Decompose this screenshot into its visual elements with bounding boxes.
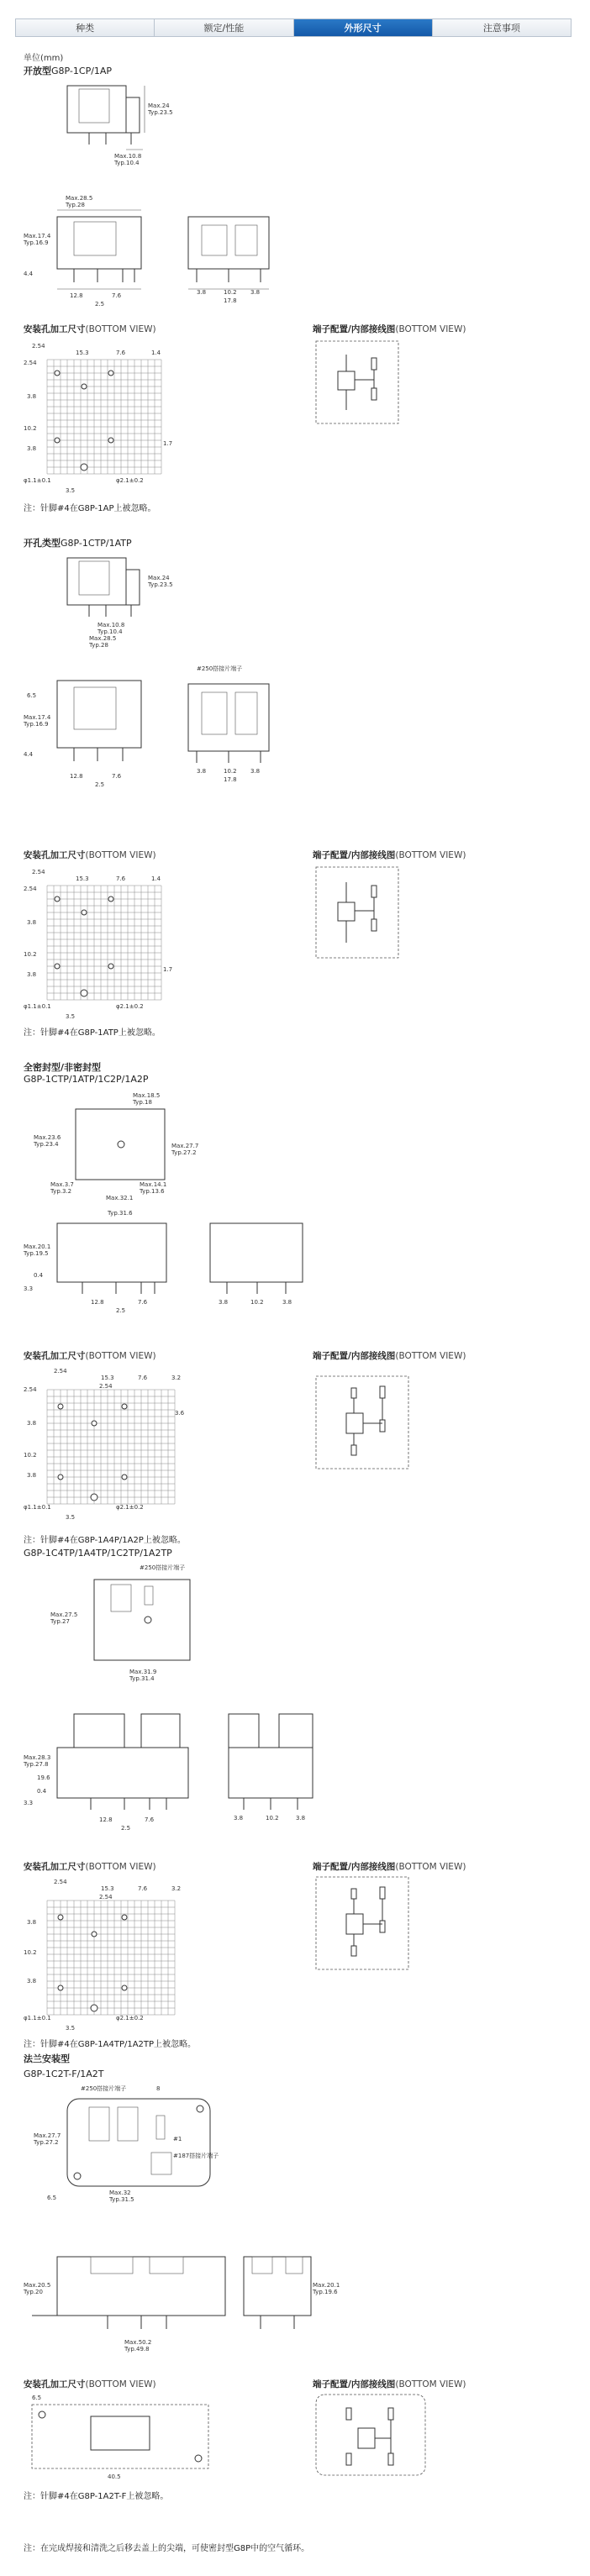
dim-65: 6.5 (47, 2195, 57, 2201)
dim-128: 12.8 (99, 1816, 113, 1823)
terminal-title (313, 323, 466, 335)
dim-max283: Max.28.3 (24, 1754, 51, 1761)
grid-lines (47, 886, 161, 1000)
dim-76: 7.6 (112, 773, 122, 780)
dim-max141: Max.14.1 (140, 1181, 167, 1188)
dim-typ315: Typ.31.5 (109, 2196, 134, 2203)
dim-44: 4.4 (24, 751, 34, 758)
dim-35: 3.5 (66, 1514, 76, 1521)
dim-hole1: φ1.1±0.1 (24, 1504, 51, 1511)
dim-102: 10.2 (224, 289, 237, 296)
dim-hole1: φ1.1±0.1 (24, 1003, 51, 1010)
tab-precautions[interactable]: 注意事项 (433, 19, 571, 36)
bottom-view-label: (BOTTOM VIEW) (85, 1862, 156, 1872)
terminal-diagram-4 (313, 1874, 414, 1974)
dim-38b: 3.8 (27, 1978, 37, 1985)
mount-hole (81, 464, 87, 471)
dim-max201: Max.20.1 (24, 1243, 51, 1250)
mount-hole (58, 1915, 63, 1920)
dim-102b: 10.2 (24, 425, 37, 432)
dim-254: 2.54 (54, 1879, 67, 1885)
dim-hole1: φ1.1±0.1 (24, 2015, 51, 2021)
mount-hole (55, 964, 60, 969)
section-1-heading (24, 64, 112, 77)
mount-hole-title-2 (24, 849, 156, 861)
dim-max24: Max.24 (148, 575, 170, 581)
dim-102: 10.2 (24, 1452, 37, 1459)
mount-hole (122, 1985, 127, 1990)
bottom-view-label: (BOTTOM VIEW) (395, 2379, 466, 2389)
side-view-drawing-2 (50, 549, 176, 650)
dim-254: 2.54 (32, 869, 45, 875)
dim-153: 15.3 (101, 1375, 114, 1381)
terminal-diagram-3 (313, 1364, 414, 1474)
dim-typ196: Typ.19.6 (313, 2289, 338, 2295)
dim-typ314: Typ.31.4 (129, 1675, 155, 1682)
dim-76: 7.6 (138, 1375, 148, 1381)
bottom-view-label: (BOTTOM VIEW) (85, 2379, 156, 2389)
dim-typ195: Typ.19.5 (24, 1250, 49, 1257)
dim-typ28: Typ.28 (89, 642, 108, 649)
dim-25: 2.5 (121, 1825, 131, 1832)
terminal-title-5 (313, 2378, 466, 2390)
dim-8: 8 (156, 2085, 161, 2092)
end-view-drawing-3 (202, 1223, 319, 1316)
dim-17: 1.7 (163, 966, 173, 973)
dim-typ316: Typ.31.6 (108, 1210, 133, 1217)
terminal-label: 端子配置/内部接线图 (313, 324, 396, 334)
mount-hole (58, 1404, 63, 1409)
grid-lines (47, 360, 161, 474)
dim-254b: 2.54 (99, 1894, 113, 1900)
dim-typ169: Typ.16.9 (24, 239, 49, 246)
section-5-model: G8P-1C2T-F/1A2T (24, 2069, 104, 2079)
dim-max321: Max.32.1 (106, 1195, 134, 1201)
dim-76: 7.6 (138, 1885, 148, 1892)
mount-hole (108, 438, 113, 443)
dim-max236: Max.23.6 (34, 1134, 61, 1141)
mount-hole (108, 896, 113, 902)
dim-typ272: Typ.27.2 (34, 2139, 59, 2146)
dim-38b: 3.8 (296, 1815, 306, 1822)
dim-153: 15.3 (101, 1885, 114, 1892)
dim-14: 1.4 (151, 875, 161, 882)
mount-hole-title (24, 323, 156, 335)
dim-max108: Max.10.8 (97, 622, 125, 628)
dim-hole2: φ2.1±0.2 (116, 477, 144, 484)
dim-max502: Max.50.2 (124, 2339, 152, 2346)
dim-128: 12.8 (91, 1299, 104, 1306)
mount-hole (108, 371, 113, 376)
top-view-drawing-3 (34, 1089, 202, 1207)
tab-types[interactable]: 种类 (16, 19, 155, 36)
mount-hole-grid-1 (24, 336, 192, 496)
dim-max319: Max.31.9 (129, 1669, 157, 1675)
terminal-diagram-2 (313, 864, 405, 965)
dim-32: 3.2 (171, 1375, 182, 1381)
mount-hole (108, 964, 113, 969)
dim-38: 3.8 (197, 768, 207, 775)
top-view-drawing-5 (34, 2082, 235, 2208)
dim-102: 10.2 (250, 1299, 264, 1306)
bottom-view-label: (BOTTOM VIEW) (85, 850, 156, 860)
mount-hole (55, 371, 60, 376)
dim-38b: 3.8 (250, 768, 261, 775)
dim-25: 2.5 (95, 781, 105, 788)
dim-38d: 3.8 (27, 445, 37, 452)
dim-hole1: φ1.1±0.1 (24, 477, 51, 484)
dim-38c: 3.8 (27, 393, 37, 400)
dim-max32: Max.32 (109, 2190, 131, 2196)
mount-hole-label: 安装孔加工尺寸 (24, 1351, 86, 1361)
mount-hole-grid-3 (24, 1363, 192, 1522)
dim-254b: 2.54 (99, 1383, 113, 1390)
dim-25: 2.5 (95, 301, 105, 308)
dim-max285: Max.28.5 (89, 635, 117, 642)
dim-hole2: φ2.1±0.2 (116, 2015, 144, 2021)
dim-typ20: Typ.20 (24, 2289, 43, 2295)
mount-hole-label: 安装孔加工尺寸 (24, 2379, 86, 2389)
dim-102: 10.2 (24, 1949, 37, 1956)
dim-quick-terminal: #250搭接片端子 (197, 665, 243, 672)
section-3-title: 全密封型/非密封型 (24, 1062, 102, 1073)
terminal-diagram-1 (313, 338, 405, 430)
dim-max108: Max.10.8 (114, 153, 142, 160)
mount-hole-grid-2 (24, 862, 192, 1022)
mount-hole (122, 1915, 127, 1920)
front-view-drawing (24, 192, 175, 309)
terminal-diagram-5 (313, 2391, 430, 2484)
dim-quick-terminal: #250搭接片端子 (81, 2085, 127, 2092)
terminal-label: 端子配置/内部接线图 (313, 1351, 396, 1361)
dim-typ28: Typ.28 (66, 202, 85, 208)
dim-38b: 3.8 (27, 1472, 37, 1479)
end-view-drawing (176, 205, 303, 309)
mount-hole (92, 1421, 97, 1426)
dim-38b: 3.8 (27, 971, 37, 978)
dim-254c: 2.54 (24, 1386, 37, 1393)
mount-hole (91, 1494, 97, 1501)
dim-254b: 2.54 (24, 886, 37, 892)
dim-04: 0.4 (37, 1788, 47, 1795)
mount-hole (55, 896, 60, 902)
dim-153: 15.3 (76, 875, 89, 882)
section-model: G8P-1CTP/1ATP (61, 538, 132, 549)
dim-33: 3.3 (24, 1285, 34, 1292)
dim-153: 15.3 (76, 350, 89, 356)
final-note: 注：在完成焊接和清洗之后移去盖上的尖端，可使密封型G8P中的空气循环。 (24, 2544, 310, 2553)
mount-hole (58, 1985, 63, 1990)
section-1-note: 注：针脚#4在G8P-1AP上被忽略。 (24, 504, 156, 513)
dim-38b: 3.8 (250, 289, 261, 296)
mount-hole (58, 1475, 63, 1480)
dim-typ278: Typ.27.8 (24, 1761, 49, 1768)
side-view-drawing (50, 77, 176, 178)
dim-32: 3.2 (171, 1885, 182, 1892)
dim-max275: Max.27.5 (50, 1611, 78, 1618)
section-title: 开放型 (24, 66, 51, 76)
dim-38: 3.8 (219, 1299, 229, 1306)
unit-label: 单位(mm) (24, 54, 64, 63)
dim-254: 2.54 (32, 343, 45, 350)
mount-hole (122, 1404, 127, 1409)
dim-typ136: Typ.13.6 (140, 1188, 165, 1195)
dim-178: 17.8 (224, 776, 237, 783)
mount-hole (55, 438, 60, 443)
dim-44: 4.4 (24, 271, 34, 277)
dim-38: 3.8 (197, 289, 207, 296)
dim-typ32: Typ.3.2 (50, 1188, 72, 1195)
bottom-view-label: (BOTTOM VIEW) (395, 850, 466, 860)
dim-102: 10.2 (266, 1815, 279, 1822)
dim-max24: Max.24 (148, 103, 170, 109)
dim-102: 10.2 (224, 768, 237, 775)
dim-pin1: #1 (173, 2136, 182, 2142)
end-view-drawing-4 (220, 1706, 329, 1823)
dim-65: 6.5 (32, 2395, 42, 2401)
section-3-model: G8P-1CTP/1ATP/1C2P/1A2P (24, 1074, 149, 1085)
bottom-view-label: (BOTTOM VIEW) (395, 1862, 466, 1872)
dim-128: 12.8 (70, 292, 83, 299)
end-view-drawing-2 (176, 662, 311, 788)
terminal-title-4 (313, 1860, 466, 1873)
dim-76: 7.6 (116, 875, 126, 882)
dim-196: 19.6 (37, 1774, 50, 1781)
dim-254: 2.54 (54, 1368, 67, 1375)
terminal-title-2 (313, 849, 466, 861)
tab-ratings[interactable]: 额定/性能 (155, 19, 293, 36)
section-5-title: 法兰安装型 (24, 2053, 70, 2064)
dim-max205: Max.20.5 (24, 2282, 51, 2289)
front-view-drawing-2 (24, 664, 175, 790)
dim-quick-terminal-2: #187搭接片端子 (173, 2153, 219, 2159)
terminal-label: 端子配置/内部接线图 (313, 1862, 396, 1872)
dim-max277: Max.27.7 (171, 1143, 199, 1149)
dim-hole2: φ2.1±0.2 (116, 1504, 144, 1511)
dim-76: 7.6 (145, 1816, 155, 1823)
dim-04: 0.4 (34, 1272, 44, 1279)
section-3-note: 注：针脚#4在G8P-1A4P/1A2P上被忽略。 (24, 1536, 186, 1545)
terminal-label: 端子配置/内部接线图 (313, 2379, 396, 2389)
dim-35: 3.5 (66, 2025, 76, 2032)
dim-128: 12.8 (70, 773, 83, 780)
mount-hole (91, 2005, 97, 2011)
dim-35: 3.5 (66, 487, 76, 494)
dim-max201b: Max.20.1 (313, 2282, 340, 2289)
dim-65: 6.5 (27, 692, 37, 699)
dim-38: 3.8 (234, 1815, 244, 1822)
dim-max277: Max.27.7 (34, 2132, 61, 2139)
grid-lines (47, 1390, 175, 1504)
dim-quick-terminal: #250搭接片端子 (140, 1564, 186, 1571)
dim-254b: 2.54 (24, 360, 37, 366)
mount-hole-grid-4 (24, 1874, 192, 2033)
dim-max285: Max.28.5 (66, 195, 93, 202)
section-5-note: 注：针脚#4在G8P-1A2T-F上被忽略。 (24, 2492, 169, 2501)
mount-hole-label: 安装孔加工尺寸 (24, 1862, 86, 1872)
dim-405: 40.5 (108, 2473, 121, 2480)
dim-36: 3.6 (175, 1410, 185, 1417)
mount-hole-label: 安装孔加工尺寸 (24, 324, 86, 334)
dim-hole2: φ2.1±0.2 (116, 1003, 144, 1010)
mount-hole-drawing-5 (24, 2391, 217, 2484)
section-title: 开孔类型 (24, 538, 61, 549)
dim-76: 7.6 (112, 292, 122, 299)
dim-typ234: Typ.23.4 (34, 1141, 59, 1148)
grid-lines (47, 1900, 175, 2015)
dim-178: 17.8 (224, 297, 237, 304)
front-view-drawing-3 (24, 1207, 192, 1316)
dim-max37: Max.3.7 (50, 1181, 74, 1188)
dim-typ169: Typ.16.9 (24, 721, 49, 728)
dim-33: 3.3 (24, 1800, 34, 1806)
dim-25: 2.5 (116, 1307, 126, 1314)
bottom-view-label: (BOTTOM VIEW) (85, 1351, 156, 1361)
dim-38: 3.8 (27, 919, 37, 926)
dim-38: 3.8 (27, 1919, 37, 1926)
mount-hole-title-3 (24, 1349, 156, 1362)
dim-38b: 3.8 (282, 1299, 292, 1306)
section-4-model: G8P-1C4TP/1A4TP/1C2TP/1A2TP (24, 1548, 172, 1559)
section-2-note: 注：针脚#4在G8P-1ATP上被忽略。 (24, 1028, 161, 1038)
dim-typ104: Typ.10.4 (114, 160, 140, 166)
dim-typ27: Typ.27 (50, 1618, 70, 1625)
section-4-note: 注：针脚#4在G8P-1A4TP/1A2TP上被忽略。 (24, 2040, 197, 2049)
tab-bar (15, 18, 572, 37)
dim-typ235: Typ.23.5 (148, 581, 173, 588)
dim-typ18: Typ.18 (133, 1099, 152, 1106)
mount-hole (81, 990, 87, 996)
dim-76b: 7.6 (116, 350, 126, 356)
mount-hole-label: 安装孔加工尺寸 (24, 850, 86, 860)
dim-typ498: Typ.49.8 (124, 2346, 150, 2353)
dim-typ104: Typ.10.4 (97, 628, 123, 635)
dim-76: 7.6 (138, 1299, 148, 1306)
dim-max174: Max.17.4 (24, 714, 51, 721)
section-2-heading (24, 536, 132, 549)
dim-102: 10.2 (24, 951, 37, 958)
bottom-view-label: (BOTTOM VIEW) (395, 1351, 466, 1361)
dim-max185: Max.18.5 (133, 1092, 161, 1099)
mount-hole-title-5 (24, 2378, 156, 2390)
bottom-view-label: (BOTTOM VIEW) (85, 324, 156, 334)
mount-hole (82, 384, 87, 389)
dim-38: 3.8 (27, 1420, 37, 1427)
dim-14: 1.4 (151, 350, 161, 356)
terminal-title-3 (313, 1349, 466, 1362)
bottom-view-label: (BOTTOM VIEW) (395, 324, 466, 334)
mount-hole (82, 910, 87, 915)
tab-dimensions[interactable]: 外形尺寸 (294, 19, 433, 36)
front-view-drawing-4 (24, 1706, 192, 1832)
mount-hole (92, 1932, 97, 1937)
front-view-drawing-5 (24, 2248, 225, 2358)
terminal-label: 端子配置/内部接线图 (313, 850, 396, 860)
top-view-drawing-4 (50, 1561, 202, 1687)
dim-35: 3.5 (66, 1013, 76, 1020)
dim-max174: Max.17.4 (24, 233, 51, 239)
dim-17: 1.7 (163, 440, 173, 447)
dim-typ272: Typ.27.2 (171, 1149, 197, 1156)
dim-typ235: Typ.23.5 (148, 109, 173, 116)
mount-hole-title-4 (24, 1860, 156, 1873)
end-view-drawing-5 (235, 2248, 340, 2341)
section-model: G8P-1CP/1AP (51, 66, 113, 76)
mount-hole (122, 1475, 127, 1480)
